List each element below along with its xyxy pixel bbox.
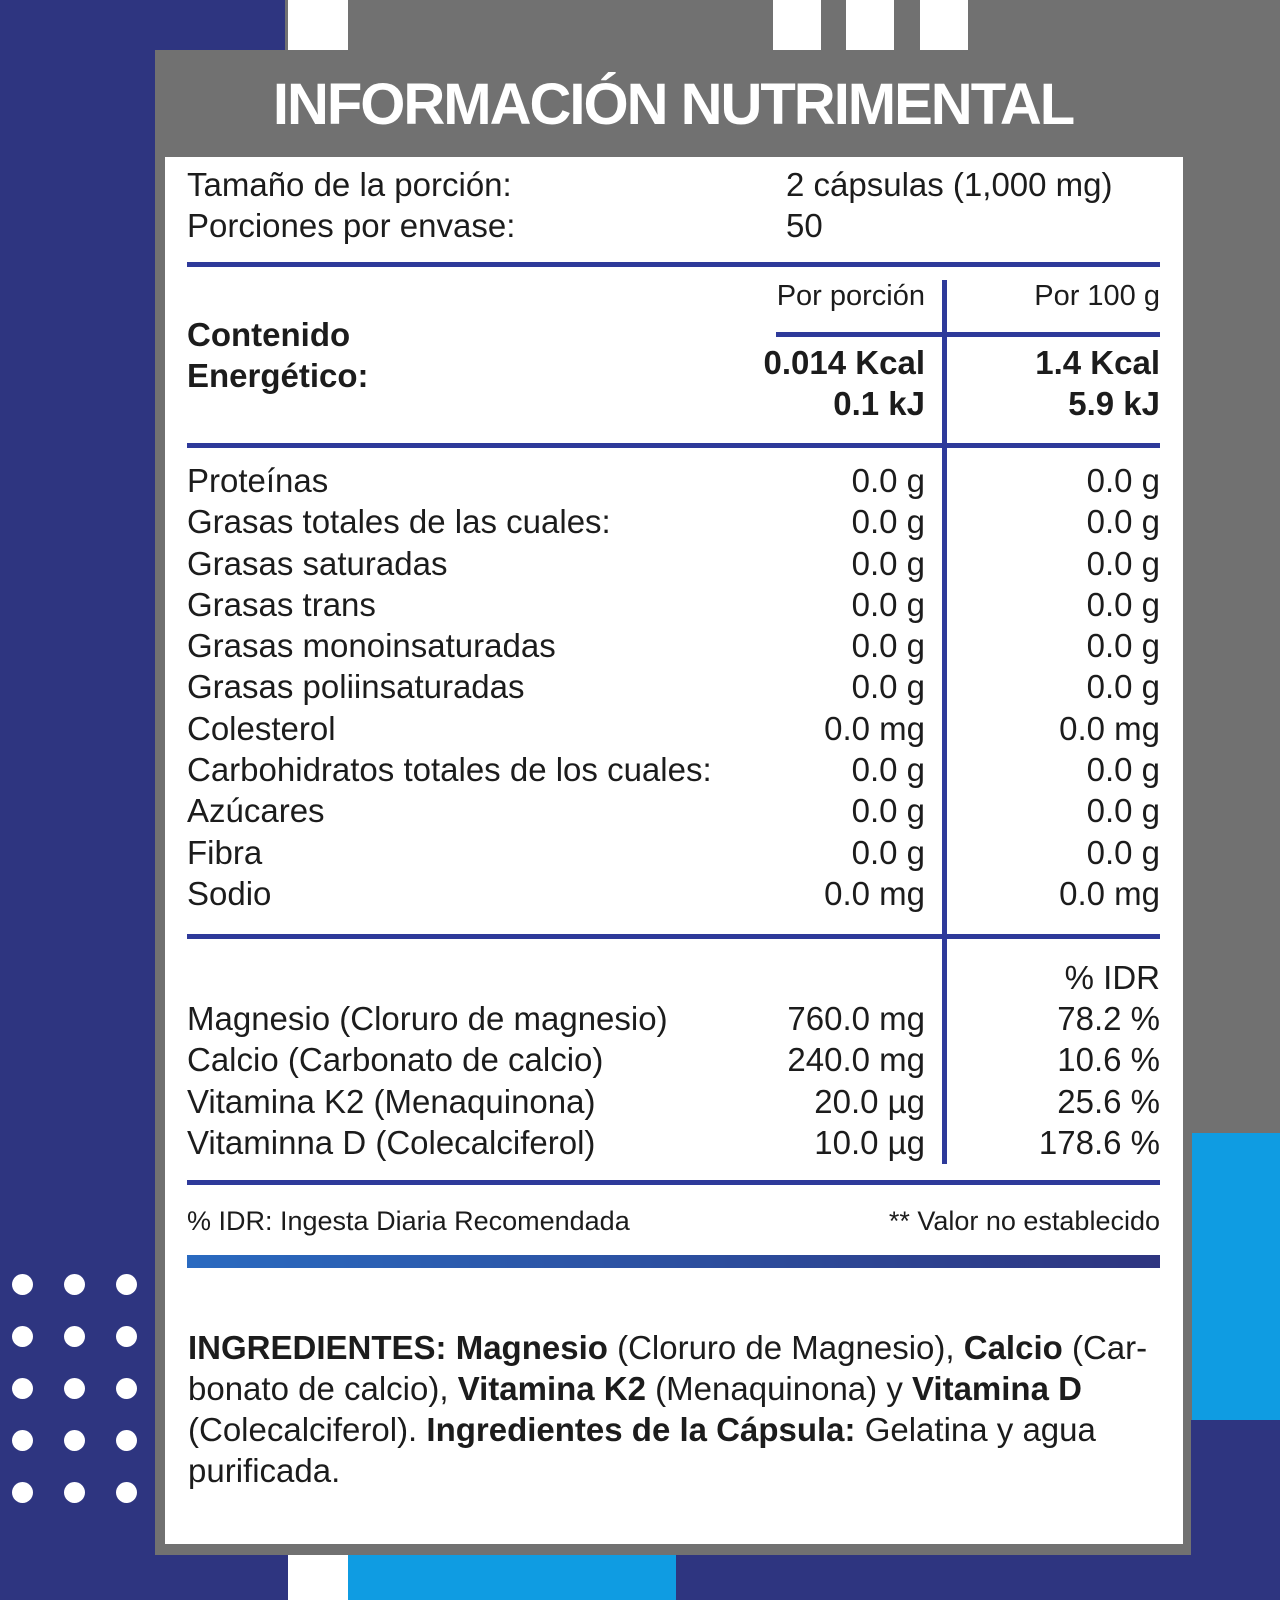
nutrient-per100: 0.0 mg bbox=[1059, 709, 1160, 747]
mineral-name: Vitaminna D bbox=[187, 1123, 367, 1161]
decor-bar bbox=[288, 1555, 348, 1600]
table-row bbox=[187, 791, 1160, 832]
mineral-idr: 10.6 % bbox=[1057, 1041, 1160, 1079]
ingredients-paragraph bbox=[188, 1327, 1163, 1491]
mineral-source: (Colecalciferol) bbox=[375, 1123, 596, 1161]
energy-per100-kj: 5.9 kJ bbox=[1068, 385, 1160, 422]
mineral-label bbox=[187, 999, 668, 1039]
nutrient-per100: 0.0 g bbox=[1086, 503, 1160, 541]
nutrient-name: Grasas saturadas bbox=[187, 544, 448, 582]
nutrient-serving: 0.0 g bbox=[851, 833, 925, 871]
decor-navy-bottom bbox=[676, 1555, 1280, 1600]
capsule-ingredients-text: Gelatina y agua purificada. bbox=[188, 1411, 1096, 1489]
mineral-name: Calcio bbox=[187, 1041, 279, 1079]
table-row bbox=[187, 667, 1160, 708]
mineral-source: (Menaquinona) bbox=[373, 1082, 596, 1120]
nutrient-per100: 0.0 g bbox=[1086, 462, 1160, 499]
dot-grid-decoration bbox=[8, 1270, 148, 1530]
nutrient-per100: 0.0 g bbox=[1086, 627, 1160, 665]
serving-size-label: Tamaño de la porción: bbox=[187, 166, 512, 203]
nutrient-name: Grasas totales de las cuales: bbox=[187, 503, 611, 541]
nutrient-serving: 0.0 g bbox=[851, 751, 925, 789]
energy-label-line1: Contenido bbox=[187, 316, 351, 353]
mineral-idr: 25.6 % bbox=[1057, 1082, 1160, 1120]
ingredient-name: Vitamina K2 bbox=[457, 1370, 646, 1407]
decor-bar bbox=[846, 0, 894, 50]
footnote-value: ** Valor no establecido bbox=[888, 1206, 1160, 1236]
nutrient-per100: 0.0 g bbox=[1086, 544, 1160, 582]
label-title: INFORMACIÓN NUTRIMENTAL bbox=[272, 72, 1074, 137]
nutrient-name: Carbohidratos totales de los cuales: bbox=[187, 751, 712, 789]
divider bbox=[187, 443, 1160, 448]
nutrient-serving: 0.0 g bbox=[851, 668, 925, 706]
decor-bar bbox=[288, 0, 348, 50]
servings-count-label: Porciones por envase: bbox=[187, 207, 516, 244]
table-row bbox=[187, 544, 1160, 585]
column-header-per-100g: Por 100 g bbox=[1034, 280, 1160, 312]
table-row bbox=[187, 999, 1160, 1040]
gradient-divider bbox=[187, 1255, 1160, 1268]
nutrient-serving: 0.0 g bbox=[851, 585, 925, 623]
divider bbox=[187, 934, 1160, 939]
ingredient-name: Magnesio bbox=[455, 1329, 608, 1366]
decor-cyan-bottom bbox=[348, 1555, 676, 1600]
mineral-name: Magnesio bbox=[187, 1000, 331, 1037]
mineral-idr: 178.6 % bbox=[1038, 1123, 1160, 1161]
table-row bbox=[187, 874, 1160, 915]
ingredient-source: (Cloruro de Magnesio), bbox=[617, 1329, 955, 1366]
mineral-label bbox=[187, 1123, 595, 1163]
footnote-idr: % IDR: Ingesta Diaria Recomendada bbox=[187, 1206, 630, 1236]
nutrient-name: Sodio bbox=[187, 874, 272, 912]
divider bbox=[187, 1180, 1160, 1185]
table-row bbox=[187, 1040, 1160, 1081]
energy-serving-kcal: 0.014 Kcal bbox=[763, 344, 925, 381]
nutrient-serving: 0.0 g bbox=[851, 503, 925, 541]
nutrient-name: Grasas monoinsaturadas bbox=[187, 627, 556, 665]
nutrient-serving: 0.0 g bbox=[851, 792, 925, 830]
ingredient-source: (Colecalciferol). bbox=[188, 1411, 418, 1448]
table-row bbox=[187, 833, 1160, 874]
mineral-label bbox=[187, 1082, 595, 1122]
ingredient-name: Vitamina D bbox=[912, 1370, 1082, 1407]
idr-header: % IDR bbox=[1064, 959, 1160, 996]
nutrient-serving: 0.0 mg bbox=[824, 874, 925, 912]
ingredient-source: (Menaquinona) y bbox=[655, 1370, 903, 1407]
ingredient-source: (Car-bonato de calcio), bbox=[188, 1329, 1148, 1407]
divider bbox=[187, 262, 1160, 267]
table-row bbox=[187, 585, 1160, 626]
decor-cyan-block bbox=[1192, 1133, 1280, 1426]
servings-count-value: 50 bbox=[786, 207, 823, 244]
mineral-amount: 10.0 µg bbox=[814, 1123, 925, 1161]
mineral-name: Vitamina K2 bbox=[187, 1082, 365, 1120]
nutrient-serving: 0.0 g bbox=[851, 462, 925, 499]
decor-bar bbox=[920, 0, 968, 50]
nutrient-per100: 0.0 g bbox=[1086, 751, 1160, 789]
column-header-per-serving: Por porción bbox=[776, 280, 925, 312]
table-row bbox=[187, 750, 1160, 791]
table-row bbox=[187, 709, 1160, 750]
mineral-source: (Carbonato de calcio) bbox=[287, 1041, 604, 1079]
decor-bar bbox=[773, 0, 821, 50]
table-row bbox=[187, 1082, 1160, 1123]
mineral-amount: 20.0 µg bbox=[814, 1082, 925, 1120]
energy-per100-kcal: 1.4 Kcal bbox=[1035, 344, 1160, 381]
nutrient-name: Fibra bbox=[187, 833, 263, 871]
nutrient-per100: 0.0 g bbox=[1086, 792, 1160, 830]
ingredients-label: INGREDIENTES: bbox=[188, 1329, 447, 1366]
nutrient-name: Colesterol bbox=[187, 709, 336, 747]
divider bbox=[776, 332, 1160, 337]
serving-size-value: 2 cápsulas (1,000 mg) bbox=[786, 166, 1113, 203]
mineral-label bbox=[187, 1040, 603, 1080]
nutrient-serving: 0.0 mg bbox=[824, 709, 925, 747]
table-row bbox=[187, 502, 1160, 543]
mineral-source: (Cloruro de magnesio) bbox=[339, 1000, 668, 1037]
energy-serving-kj: 0.1 kJ bbox=[833, 385, 925, 422]
energy-label-line2: Energético: bbox=[187, 357, 369, 394]
nutrient-per100: 0.0 g bbox=[1086, 585, 1160, 623]
table-row bbox=[187, 461, 1160, 502]
nutrient-name: Proteínas bbox=[187, 462, 329, 499]
minerals-table bbox=[187, 999, 1160, 1164]
mineral-amount: 760.0 mg bbox=[787, 1000, 925, 1037]
nutrient-per100: 0.0 g bbox=[1086, 833, 1160, 871]
nutrient-name: Azúcares bbox=[187, 792, 325, 830]
mineral-idr: 78.2 % bbox=[1057, 1000, 1160, 1037]
capsule-ingredients-label: Ingredientes de la Cápsula: bbox=[426, 1411, 856, 1448]
nutrient-serving: 0.0 g bbox=[851, 627, 925, 665]
nutrient-per100: 0.0 g bbox=[1086, 668, 1160, 706]
nutrient-per100: 0.0 mg bbox=[1059, 874, 1160, 912]
nutrient-name: Grasas poliinsaturadas bbox=[187, 668, 525, 706]
nutrients-table bbox=[187, 461, 1160, 915]
nutrient-serving: 0.0 g bbox=[851, 544, 925, 582]
table-row bbox=[187, 1123, 1160, 1164]
table-row bbox=[187, 626, 1160, 667]
nutrient-name: Grasas trans bbox=[187, 585, 376, 623]
mineral-amount: 240.0 mg bbox=[787, 1041, 925, 1079]
ingredient-name: Calcio bbox=[963, 1329, 1063, 1366]
